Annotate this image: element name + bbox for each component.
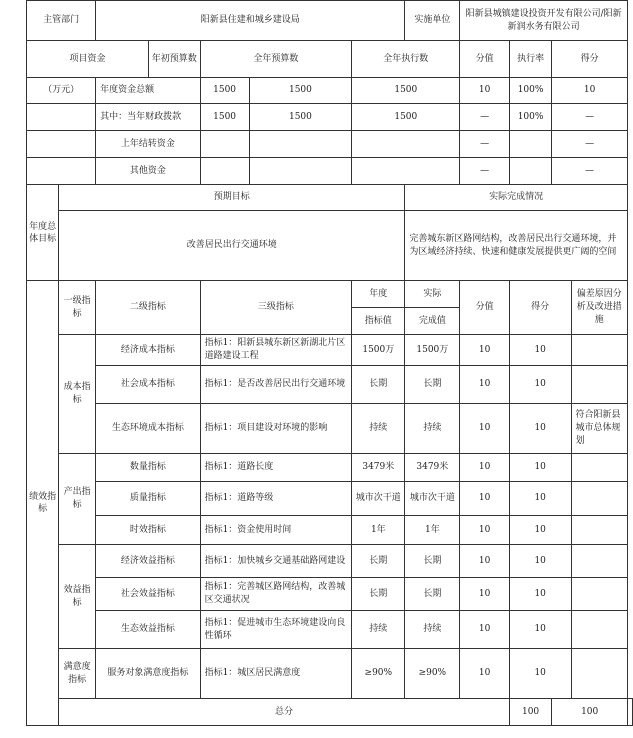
group-cost: 成本指标 [59,335,96,454]
level2: 经济成本指标 [96,335,200,366]
total-value: 100 [509,699,551,726]
reason: 符合阳新县城市总体规划 [571,404,627,454]
level2: 质量指标 [96,482,200,516]
table-row [27,454,633,482]
funds-row-name: 其他资金 [96,158,200,185]
funds-label: 项目资金 [27,41,149,78]
score: 10 [509,366,571,404]
funds-rate [509,131,551,158]
target: 长期 [352,545,405,578]
actual: 1500万 [405,335,460,366]
level3: 指标1：项目建设对环境的影响 [200,404,352,454]
total-row [27,699,633,726]
funds-exec: 1500 [352,78,460,104]
level3: 指标1：是否改善居民出行交通环境 [200,366,352,404]
col-annual-exec: 全年执行数 [352,41,460,78]
funds-annual [249,131,352,158]
h-score: 得分 [509,281,571,335]
expected-goal: 改善居民出行交通环境 [59,211,405,281]
reason [571,454,627,482]
table-row [27,335,633,366]
col-initial-budget: 年初预算数 [149,41,201,78]
impl-label: 实施单位 [405,1,460,41]
level3: 指标1：阳新县城东新区新湖北片区道路建设工程 [200,335,352,366]
dept-label: 主管部门 [27,1,96,41]
level2: 社会成本指标 [96,366,200,404]
col-score: 得分 [552,41,628,78]
level2: 生态环境成本指标 [96,404,200,454]
funds-row-name: 上年结转资金 [96,131,200,158]
funds-rate: 100% [509,78,551,104]
col-score-value: 分值 [460,41,510,78]
actual: 1年 [405,516,460,545]
level2: 数量指标 [96,454,200,482]
reason [571,578,627,611]
funds-row [27,158,633,185]
level3: 指标1：资金使用时间 [200,516,352,545]
reason [571,335,627,366]
group-benefit: 效益指标 [59,545,96,649]
score: 10 [509,335,571,366]
score: 10 [509,404,571,454]
value: 10 [460,611,510,649]
level2: 社会效益指标 [96,578,200,611]
h-done: 完成值 [405,308,460,335]
value: 10 [460,366,510,404]
value: 10 [460,404,510,454]
value: 10 [460,335,510,366]
actual: 3479米 [405,454,460,482]
funds-header-row [27,41,633,78]
funds-value: 10 [460,78,510,104]
perf-label: 绩效指标 [27,281,59,726]
level3: 指标1：道路长度 [200,454,352,482]
target: 长期 [352,366,405,404]
score: 10 [509,454,571,482]
header-row [27,1,633,41]
impl-value: 阳新县城镇建设投资开发有限公司/阳新新润水务有限公司 [460,1,628,41]
goals-label: 年度总体目标 [27,185,59,281]
table-row [27,611,633,649]
col-exec-rate: 执行率 [509,41,551,78]
performance-table [26,0,633,726]
funds-value: — [460,158,510,185]
level2: 服务对象满意度指标 [96,649,200,699]
level2: 生态效益指标 [96,611,200,649]
level3: 指标1：完善城区路网结构，改善城区交通状况 [200,578,352,611]
funds-score: — [552,104,628,131]
funds-annual: 1500 [249,104,352,131]
level3: 指标1：道路等级 [200,482,352,516]
reason [571,482,627,516]
actual: 长期 [405,545,460,578]
actual-complete-label: 实际完成情况 [405,185,628,211]
goals-header-row [27,185,633,211]
h-level3: 三级指标 [200,281,352,335]
total-label: 总分 [59,699,510,726]
level2: 时效指标 [96,516,200,545]
table-row [27,649,633,699]
score: 10 [509,611,571,649]
funds-value: — [460,131,510,158]
actual: 持续 [405,404,460,454]
score: 10 [509,578,571,611]
target: 城市次干道 [352,482,405,516]
funds-unit-label: （万元） [27,78,96,104]
funds-initial [200,158,249,185]
actual: 长期 [405,578,460,611]
value: 10 [460,649,510,699]
expected-goal-label: 预期目标 [59,185,405,211]
target: ≥90% [352,649,405,699]
reason [571,611,627,649]
table-row [27,516,633,545]
h-actual: 实际 [405,281,460,308]
funds-initial: 1500 [200,104,249,131]
score: 10 [509,649,571,699]
funds-row [27,131,633,158]
target: 1500万 [352,335,405,366]
table-row [27,482,633,516]
funds-rate [509,158,551,185]
dept-value: 阳新县住建和城乡建设局 [96,1,405,41]
group-output: 产出指标 [59,454,96,545]
group-satisfaction: 满意度指标 [59,649,96,699]
funds-rate: 100% [509,104,551,131]
reason [571,649,627,699]
h-reason: 偏差原因分析及改进措施 [571,281,627,335]
target: 长期 [352,578,405,611]
funds-exec: 1500 [352,104,460,131]
target: 1年 [352,516,405,545]
value: 10 [460,482,510,516]
funds-row [27,104,633,131]
funds-score: — [552,158,628,185]
total-score: 100 [552,699,628,726]
value: 10 [460,516,510,545]
funds-value: — [460,104,510,131]
level3: 指标1：加快城乡交通基础路网建设 [200,545,352,578]
table-row [27,578,633,611]
table-row [27,404,633,454]
funds-score: — [552,131,628,158]
actual-complete: 完善城东新区路网结构，改善居民出行交通环境，并为区域经济持续、快速和健康发展提供更广阔的空间 [405,211,628,281]
funds-row-name: 其中：当年财政拨款 [96,104,200,131]
level3: 指标1：城区居民满意度 [200,649,352,699]
target: 3479米 [352,454,405,482]
score: 10 [509,516,571,545]
funds-exec [352,131,460,158]
funds-row-name: 年度资金总额 [96,78,200,104]
funds-annual: 1500 [249,78,352,104]
target: 持续 [352,611,405,649]
table-row [27,545,633,578]
h-year: 年度 [352,281,405,308]
score: 10 [509,482,571,516]
funds-initial: 1500 [200,78,249,104]
funds-row [27,78,633,104]
h-level1: 一级指标 [59,281,96,335]
score: 10 [509,545,571,578]
col-annual-budget: 全年预算数 [200,41,352,78]
h-target: 指标值 [352,308,405,335]
value: 10 [460,578,510,611]
funds-exec [352,158,460,185]
reason [571,366,627,404]
level3: 指标1：促进城市生态环境建设向良性循环 [200,611,352,649]
actual: 城市次干道 [405,482,460,516]
actual: 持续 [405,611,460,649]
value: 10 [460,454,510,482]
level2: 经济效益指标 [96,545,200,578]
reason [571,516,627,545]
value: 10 [460,545,510,578]
performance-table-sheet [26,0,633,726]
table-row [27,366,633,404]
target: 持续 [352,404,405,454]
funds-annual [249,158,352,185]
actual: 长期 [405,366,460,404]
reason [571,545,627,578]
actual: ≥90% [405,649,460,699]
funds-initial [200,131,249,158]
h-level2: 二级指标 [96,281,200,335]
goals-row [27,211,633,281]
funds-score: 10 [552,78,628,104]
h-value: 分值 [460,281,510,335]
perf-header-row [27,281,633,308]
